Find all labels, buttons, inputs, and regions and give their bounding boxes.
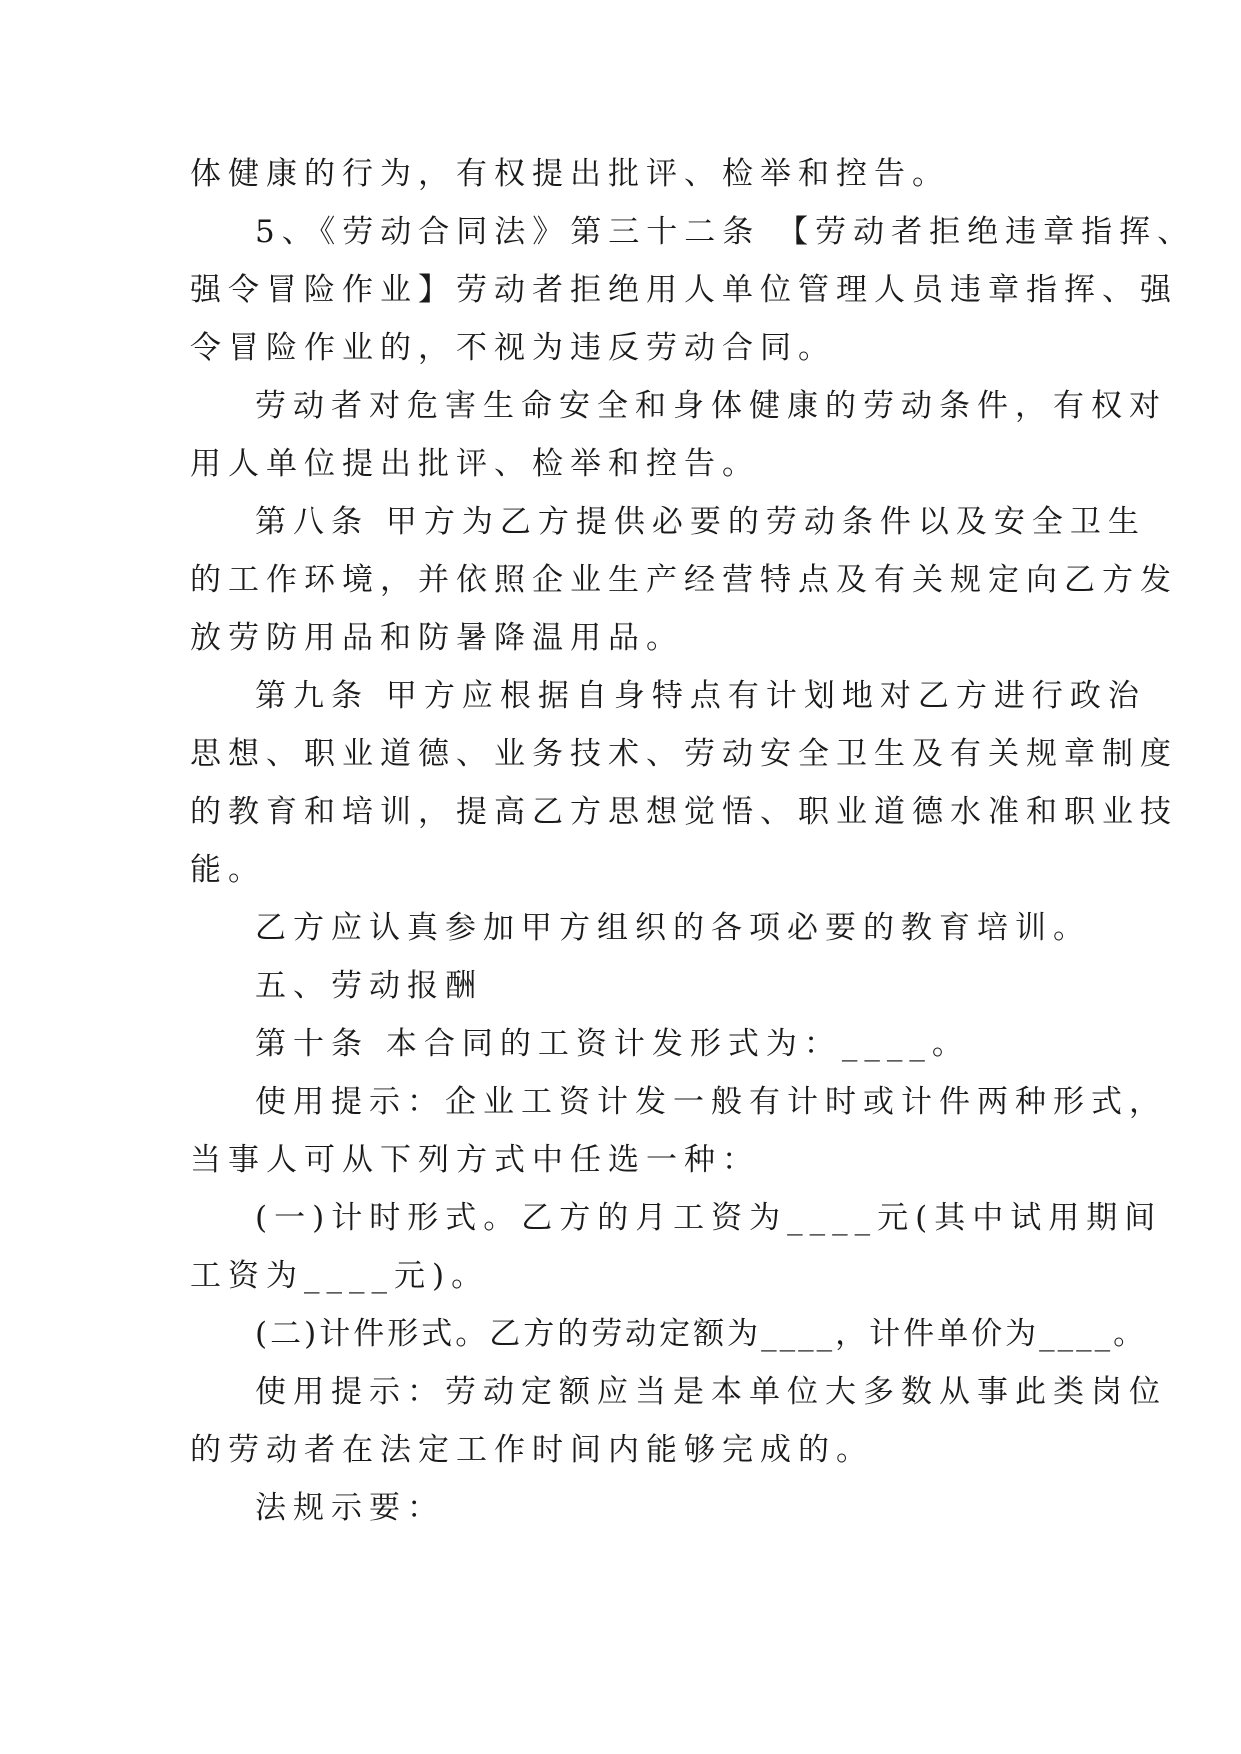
- text-line: 5、《劳动合同法》第三十二条 【劳动者拒绝违章指挥、: [255, 214, 1196, 250]
- text-line: 强令冒险作业】劳动者拒绝用人单位管理人员违章指挥、强: [190, 272, 1178, 308]
- text-line: 思想、职业道德、业务技术、劳动安全卫生及有关规章制度: [190, 736, 1178, 772]
- text-line: (一)计时形式。乙方的月工资为____元(其中试用期间: [255, 1200, 1163, 1236]
- text-line: 能。: [190, 852, 266, 888]
- text-line: 第十条 本合同的工资计发形式为：____。: [255, 1026, 970, 1062]
- text-line: 使用提示：劳动定额应当是本单位大多数从事此类岗位: [255, 1374, 1167, 1410]
- text-line: 乙方应认真参加甲方组织的各项必要的教育培训。: [255, 910, 1091, 946]
- text-line: 体健康的行为，有权提出批评、检举和控告。: [190, 156, 950, 192]
- text-line: 用人单位提出批评、检举和控告。: [190, 446, 760, 482]
- text-line: 第九条 甲方应根据自身特点有计划地对乙方进行政治: [255, 678, 1146, 714]
- text-line: 放劳防用品和防暑降温用品。: [190, 620, 684, 656]
- text-line: 的工作环境，并依照企业生产经营特点及有关规定向乙方发: [190, 562, 1178, 598]
- section-heading: 五、劳动报酬: [255, 968, 483, 1004]
- text-line: 第八条 甲方为乙方提供必要的劳动条件以及安全卫生: [255, 504, 1146, 540]
- text-line: 的劳动者在法定工作时间内能够完成的。: [190, 1432, 874, 1468]
- text-line: 工资为____元)。: [190, 1258, 490, 1294]
- text-line: 令冒险作业的，不视为违反劳动合同。: [190, 330, 836, 366]
- text-line: 使用提示：企业工资计发一般有计时或计件两种形式，: [255, 1084, 1167, 1120]
- text-line: (二)计件形式。乙方的劳动定额为____，计件单价为____。: [255, 1316, 1148, 1352]
- text-line: 当事人可从下列方式中任选一种：: [190, 1142, 760, 1178]
- text-line: 的教育和培训，提高乙方思想觉悟、职业道德水准和职业技: [190, 794, 1178, 830]
- text-line: 劳动者对危害生命安全和身体健康的劳动条件，有权对: [255, 388, 1167, 424]
- text-line: 法规示要：: [255, 1490, 445, 1526]
